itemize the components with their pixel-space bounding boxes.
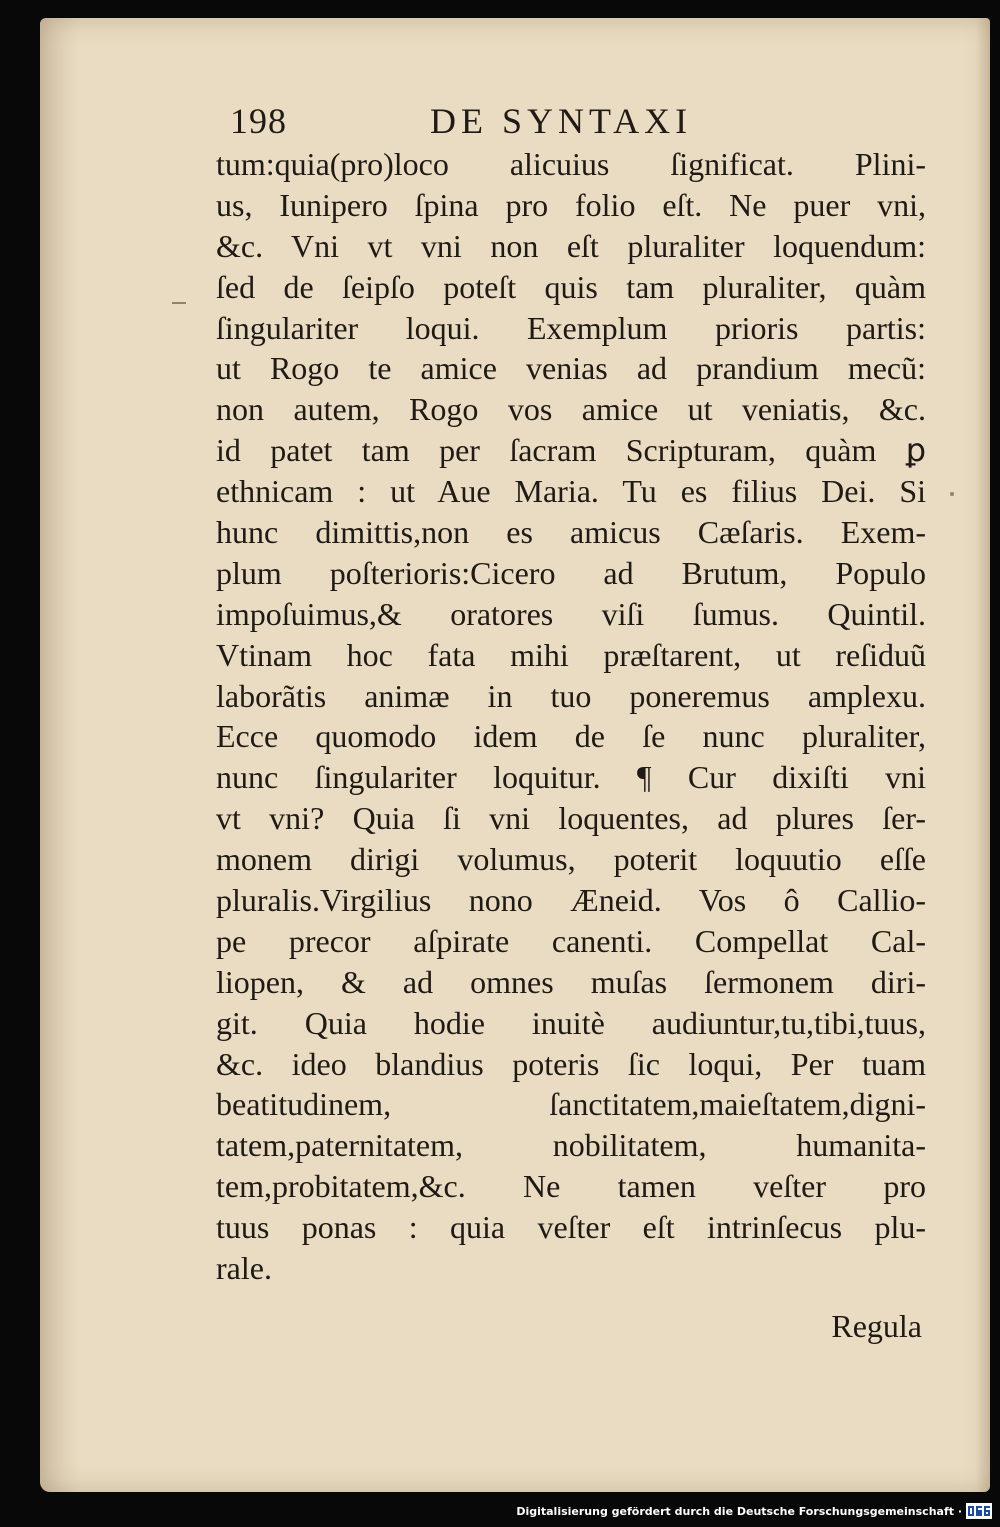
text-line: rale. xyxy=(216,1250,272,1287)
page-header xyxy=(230,96,790,146)
text-line: impoſuimus,& oratores viſi ſumus. Quintil. xyxy=(216,595,926,632)
text-line: ut Rogo te amice venias ad prandium mecũ: xyxy=(216,350,926,387)
text-line: ſed de ſeipſo poteſt quis tam pluraliter, quàm xyxy=(216,268,926,305)
digitization-credit: Digitalisierung gefördert durch die Deutsche Forschungsgemeinschaft · xyxy=(516,1504,962,1518)
text-line: Vtinam hoc fata mihi præſtarent, ut reſiduũ xyxy=(216,636,926,673)
text-line: hunc dimittis,non es amicus Cæſaris. Exem- xyxy=(216,514,926,551)
text-line: tatem,paternitatem, nobilitatem, humanita- xyxy=(216,1127,926,1164)
margin-mark xyxy=(950,492,954,496)
text-line: tum:quia(pro)loco alicuius ſignificat. Plini- xyxy=(216,146,926,182)
text-line: vt vni? Quia ſi vni loquentes, ad plures ſer- xyxy=(216,800,926,837)
text-line: beatitudinem, ſanctitatem,maieſtatem,digni- xyxy=(216,1086,926,1123)
text-line: monem dirigi volumus, poterit loquutio eſſe xyxy=(216,841,926,878)
digitization-footer xyxy=(516,1499,992,1523)
book-page xyxy=(40,18,990,1492)
text-line: pe precor aſpirate canenti. Compellat Cal- xyxy=(216,922,926,959)
text-line: &c. ideo blandius poteris ſic loqui, Per tuam xyxy=(216,1045,926,1082)
text-line: git. Quia hodie inuitè audiuntur,tu,tibi,tuus, xyxy=(216,1004,926,1041)
text-line: laborãtis animæ in tuo poneremus amplexu. xyxy=(216,677,926,714)
text-line: Ecce quomodo idem de ſe nunc pluraliter, xyxy=(216,718,926,755)
text-line: non autem, Rogo vos amice ut veniatis, &c. xyxy=(216,391,926,428)
margin-mark xyxy=(172,302,186,304)
text-line: tuus ponas : quia veſter eſt intrinſecus plu- xyxy=(216,1209,926,1246)
text-line: tem,probitatem,&c. Ne tamen veſter pro xyxy=(216,1168,926,1205)
text-line: nunc ſingulariter loquitur. ¶ Cur dixiſti vni xyxy=(216,759,926,796)
text-line: ſingulariter loqui. Exemplum prioris partis: xyxy=(216,309,926,346)
text-line: &c. Vni vt vni non eſt pluraliter loquendum: xyxy=(216,227,926,264)
page-number: 198 xyxy=(230,101,287,141)
body-text xyxy=(216,144,926,1289)
dfg-logo-icon xyxy=(966,1503,992,1519)
text-line: liopen, & ad omnes muſas ſermonem diri- xyxy=(216,963,926,1000)
text-line: id patet tam per ſacram Scripturam, quàm ꝑ xyxy=(216,432,926,469)
running-title: DE SYNTAXI xyxy=(430,101,693,141)
text-line: plum poſterioris:Cicero ad Brutum, Populo xyxy=(216,554,926,591)
text-line: pluralis.Virgilius nono Æneid. Vos ô Callio- xyxy=(216,882,926,919)
text-line: ethnicam : ut Aue Maria. Tu es filius Dei. Si xyxy=(216,473,926,510)
text-line: us, Iunipero ſpina pro folio eſt. Ne puer vni, xyxy=(216,186,926,223)
catchword: Regula xyxy=(831,1308,922,1344)
